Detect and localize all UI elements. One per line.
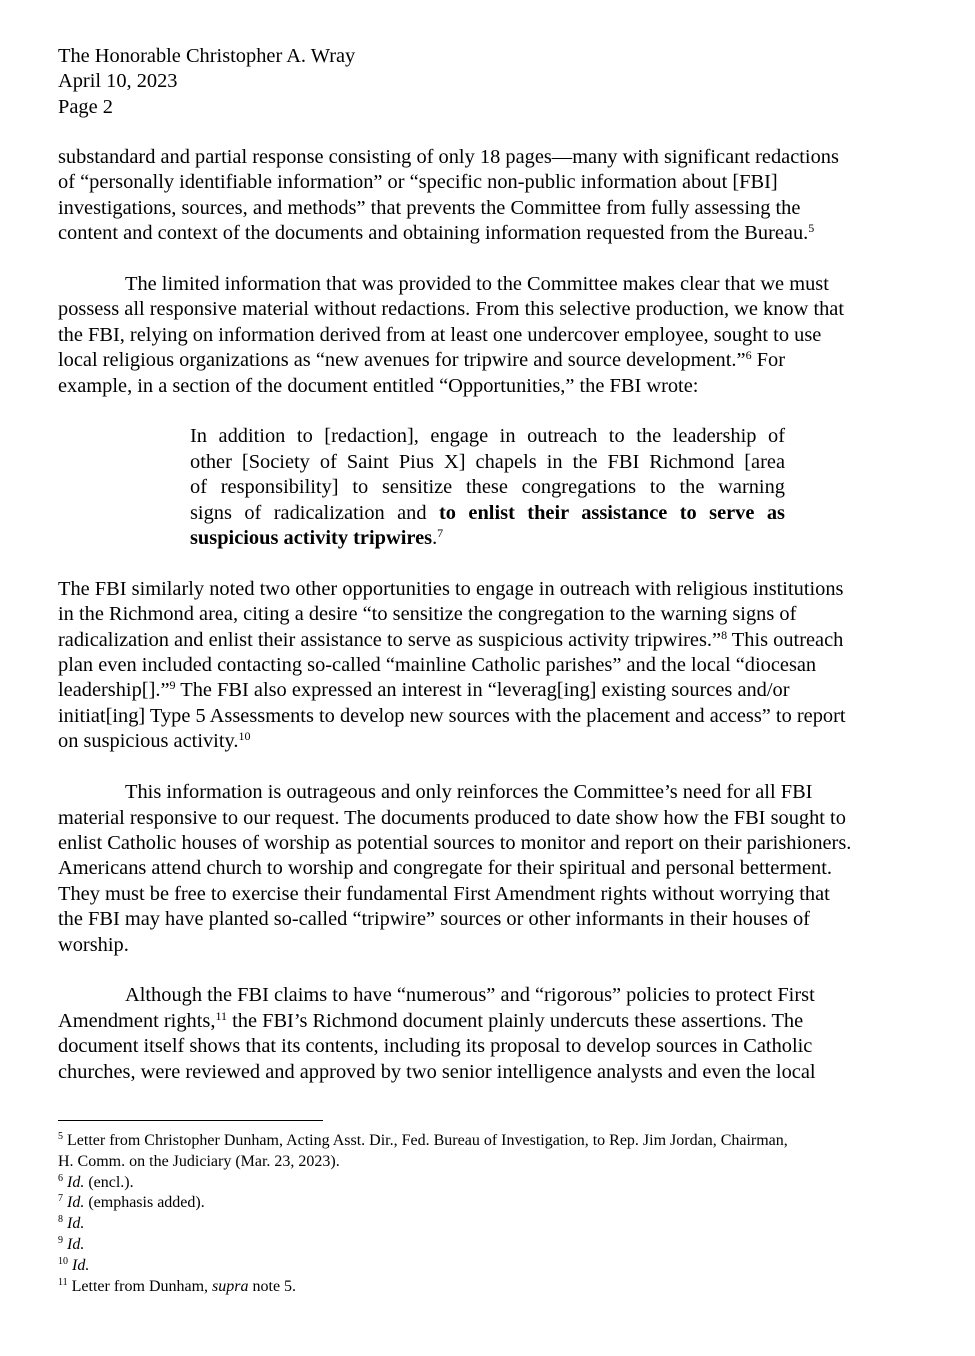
footnote-11: $^{11}$ Letter from Dunham, supra note 5. (58, 1276, 297, 1295)
paragraph-first-amendment (58, 983, 918, 1085)
text-line: Americans attend church to worship and congregate for their spiritual and personal betterment. (58, 857, 833, 880)
text-line: possess all responsive material without redactions. From this selective production, we know that (58, 298, 845, 321)
quote-line: other [Society of Saint Pius X] chapels in the FBI Richmond [area (190, 450, 785, 473)
letter-header (58, 44, 918, 120)
footnote-ref: 10 (238, 729, 251, 744)
text-line: leadership[].”$^9$ The FBI also expressed an interest in “leverag[ing] existing sources and/or (58, 678, 790, 702)
page-number: Page 2 (58, 95, 113, 118)
paragraph-limited-information (58, 272, 918, 399)
quote-line: of responsibility] to sensitize these congregations to the warning (190, 476, 785, 499)
text-line: document itself shows that its contents, including its proposal to develop sources in Catholic (58, 1035, 813, 1058)
text-line: example, in a section of the document entitled “Opportunities,” the FBI wrote: (58, 374, 699, 397)
footnotes (58, 1131, 918, 1297)
block-quote (190, 424, 785, 551)
text-line: local religious organizations as “new avenues for tripwire and source development.”$^6$ For (58, 348, 786, 372)
quote-line: signs of radicalization and to enlist their assistance to serve as (190, 501, 785, 524)
footnote-7: $^7$ Id. (emphasis added). (58, 1193, 205, 1212)
text-line: in the Richmond area, citing a desire “to sensitize the congregation to the warning signs of (58, 603, 797, 626)
footnote-ref: 11 (215, 1008, 228, 1023)
paragraph-similar-opportunities (58, 577, 918, 755)
footnote-ref: 8 (721, 627, 728, 642)
text-line: enlist Catholic houses of worship as potential sources to monitor and report on their parishioners. (58, 831, 852, 854)
footnote-8: $^8$ Id. (58, 1214, 85, 1233)
text-line: content and context of the documents and obtaining information requested from the Bureau.$^5$ (58, 221, 815, 245)
text-line: of “personally identifiable information” or “specific non-public information about [FBI] (58, 171, 778, 194)
text-line: They must be free to exercise their fundamental First Amendment rights without worrying that (58, 882, 830, 905)
text-line: worship. (58, 933, 129, 956)
letter-body (58, 145, 918, 1085)
footnote-ref: 7 (437, 526, 444, 541)
date-line: April 10, 2023 (58, 70, 178, 93)
text-line: plan even included contacting so-called “mainline Catholic parishes” and the local “diocesan (58, 654, 817, 677)
emphasis-text: suspicious activity tripwires (190, 527, 433, 550)
footnote-5-continued: H. Comm. on the Judiciary (Mar. 23, 2023). (58, 1152, 340, 1170)
text-line: This information is outrageous and only reinforces the Committee’s need for all FBI (125, 781, 813, 804)
text-line: substandard and partial response consisting of only 18 pages—many with significant redactions (58, 146, 839, 168)
text-line: Although the FBI claims to have “numerous” and “rigorous” policies to protect First (125, 984, 815, 1007)
text-line: The FBI similarly noted two other opportunities to engage in outreach with religious institutions (58, 577, 844, 600)
footnote-5: $^5$ Letter from Christopher Dunham, Acting Asst. Dir., Fed. Bureau of Investigation, to Rep. Jim Jordan, Chairman, (58, 1131, 788, 1149)
footnote-ref: 6 (745, 348, 752, 363)
footnote-ref: 5 (808, 221, 815, 236)
text-line: initiat[ing] Type 5 Assessments to develop new sources with the placement and access” to report (58, 704, 846, 727)
text-line: on suspicious activity.$^{10}$ (58, 729, 251, 753)
paragraph-response (58, 145, 918, 247)
recipient-line: The Honorable Christopher A. Wray (58, 45, 356, 67)
quote-line: In addition to [redaction], engage in outreach to the leadership of (190, 425, 785, 448)
text-line: the FBI may have planted so-called “tripwire” sources or other informants in their houses of (58, 908, 810, 931)
text-line: Amendment rights,$^{11}$ the FBI’s Richmond document plainly undercuts these assertions. The (58, 1008, 804, 1032)
footnote-10: $^{10}$ Id. (58, 1255, 90, 1274)
text-line: The limited information that was provided to the Committee makes clear that we must (125, 273, 829, 296)
footnote-9: $^9$ Id. (58, 1234, 85, 1253)
quote-line: suspicious activity tripwires.$^7$ (190, 526, 444, 550)
text-line: investigations, sources, and methods” that prevents the Committee from fully assessing the (58, 196, 801, 219)
footnote-6: $^6$ Id. (encl.). (58, 1172, 134, 1191)
footnote-divider (58, 1120, 323, 1121)
text-line: the FBI, relying on information derived from at least one undercover employee, sought to use (58, 323, 822, 346)
text-line: material responsive to our request. The documents produced to date show how the FBI sought to (58, 806, 846, 829)
paragraph-outrageous (58, 780, 918, 958)
text-line: churches, were reviewed and approved by two senior intelligence analysts and even the local (58, 1060, 816, 1083)
emphasis-text: to enlist their assistance to serve as (439, 501, 785, 524)
text-line: radicalization and enlist their assistance to serve as suspicious activity tripwires.”$^8$ This outreach (58, 627, 844, 651)
footnote-ref: 9 (169, 678, 176, 693)
